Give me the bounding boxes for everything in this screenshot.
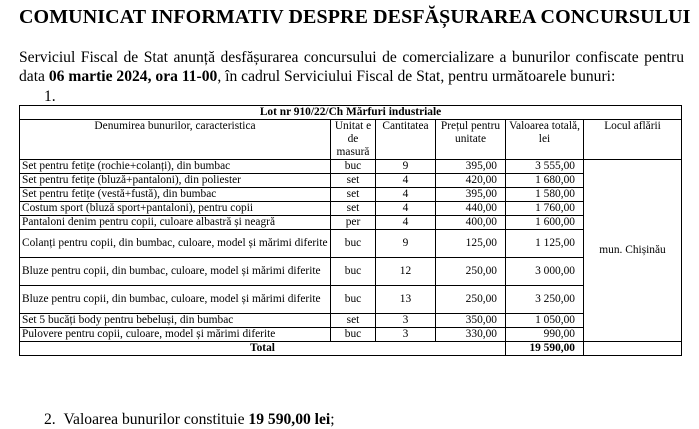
cell-unit: set <box>331 188 376 202</box>
table-row <box>20 188 682 202</box>
table-row <box>20 202 682 216</box>
header-name: Denumirea bunurilor, caracteristica <box>20 120 331 160</box>
cell-qty: 3 <box>376 328 436 342</box>
cell-qty: 12 <box>376 258 436 286</box>
cell-price: 125,00 <box>436 230 506 258</box>
table-row <box>20 174 682 188</box>
header-location: Locul aflării <box>584 120 682 160</box>
cell-name: Colanți pentru copii, din bumbac, culoare, model și mărimi diferite <box>20 230 331 258</box>
intro-text-start: Serviciul Fiscal de Stat anunță desfășurarea concursului de comercializare a bunurilor confiscate pentru data <box>19 49 684 85</box>
table-row <box>20 328 682 342</box>
cell-unit: set <box>331 314 376 328</box>
cell-qty: 9 <box>376 160 436 174</box>
table-row <box>20 160 682 174</box>
cell-qty: 4 <box>376 216 436 230</box>
intro-date: 06 martie 2024, ora 11-00 <box>48 68 218 85</box>
cell-name: Set pentru fetițe (vestă+fustă), din bumbac <box>20 188 331 202</box>
total-value: 19 590,00 <box>506 342 584 356</box>
document-title: COMUNICAT INFORMATIV DESPRE DESFĂȘURAREA CONCURSULUI <box>19 6 691 28</box>
list-item-2-text: Valoarea bunurilor constituie <box>63 411 249 428</box>
cell-value: 1 580,00 <box>506 188 584 202</box>
cell-value: 1 600,00 <box>506 216 584 230</box>
table-row <box>20 230 682 258</box>
cell-qty: 4 <box>376 188 436 202</box>
list-item-2-suffix: ; <box>330 411 335 428</box>
cell-price: 330,00 <box>436 328 506 342</box>
cell-name: Pulovere pentru copii, culoare, model și mărimi diferite <box>20 328 331 342</box>
intro-paragraph <box>19 48 684 86</box>
list-item-1-number: 1. <box>44 88 56 105</box>
cell-unit: buc <box>331 258 376 286</box>
cell-price: 440,00 <box>436 202 506 216</box>
cell-name: Costum sport (bluză sport+pantaloni), pentru copii <box>20 202 331 216</box>
header-unit: Unitat e de masură <box>331 120 376 160</box>
cell-qty: 13 <box>376 286 436 314</box>
cell-price: 400,00 <box>436 216 506 230</box>
cell-name: Pantaloni denim pentru copii, culoare albastră și neagră <box>20 216 331 230</box>
cell-name: Set pentru fetițe (bluză+pantaloni), din poliester <box>20 174 331 188</box>
list-item-2 <box>44 411 335 429</box>
total-label: Total <box>20 342 506 356</box>
cell-price: 350,00 <box>436 314 506 328</box>
cell-name: Set pentru fetițe (rochie+colanți), din bumbac <box>20 160 331 174</box>
cell-name: Bluze pentru copii, din bumbac, culoare, model și mărimi diferite <box>20 258 331 286</box>
cell-value: 990,00 <box>506 328 584 342</box>
cell-price: 395,00 <box>436 160 506 174</box>
cell-unit: buc <box>331 230 376 258</box>
cell-price: 395,00 <box>436 188 506 202</box>
cell-price: 250,00 <box>436 286 506 314</box>
cell-unit: set <box>331 202 376 216</box>
table-row <box>20 216 682 230</box>
intro-text-end: , în cadrul Serviciului Fiscal de Stat, pentru următoarele bunuri: <box>217 68 616 85</box>
list-item-2-number: 2. <box>44 411 56 428</box>
total-row <box>20 342 682 356</box>
cell-price: 250,00 <box>436 258 506 286</box>
table-row <box>20 286 682 314</box>
header-price: Prețul pentru unitate <box>436 120 506 160</box>
cell-unit: buc <box>331 160 376 174</box>
total-goods-value: 19 590,00 lei <box>248 411 331 428</box>
table-row <box>20 314 682 328</box>
lot-title: Lot nr 910/22/Ch Mărfuri industriale <box>20 106 682 120</box>
header-value: Valoarea totală, lei <box>506 120 584 160</box>
cell-qty: 3 <box>376 314 436 328</box>
cell-unit: buc <box>331 328 376 342</box>
cell-value: 1 050,00 <box>506 314 584 328</box>
cell-qty: 4 <box>376 174 436 188</box>
cell-name: Set 5 bucăți body pentru bebeluși, din bumbac <box>20 314 331 328</box>
goods-table <box>19 105 682 356</box>
cell-value: 3 250,00 <box>506 286 584 314</box>
cell-unit: set <box>331 174 376 188</box>
total-empty-cell <box>584 342 682 356</box>
header-qty: Cantitatea <box>376 120 436 160</box>
cell-price: 420,00 <box>436 174 506 188</box>
cell-location: mun. Chișinău <box>584 160 682 342</box>
cell-qty: 9 <box>376 230 436 258</box>
table-row <box>20 258 682 286</box>
cell-value: 3 000,00 <box>506 258 584 286</box>
cell-value: 1 760,00 <box>506 202 584 216</box>
cell-value: 3 555,00 <box>506 160 584 174</box>
cell-value: 1 680,00 <box>506 174 584 188</box>
cell-name: Bluze pentru copii, din bumbac, culoare, model și mărimi diferite <box>20 286 331 314</box>
cell-unit: buc <box>331 286 376 314</box>
cell-qty: 4 <box>376 202 436 216</box>
cell-value: 1 125,00 <box>506 230 584 258</box>
cell-unit: per <box>331 216 376 230</box>
